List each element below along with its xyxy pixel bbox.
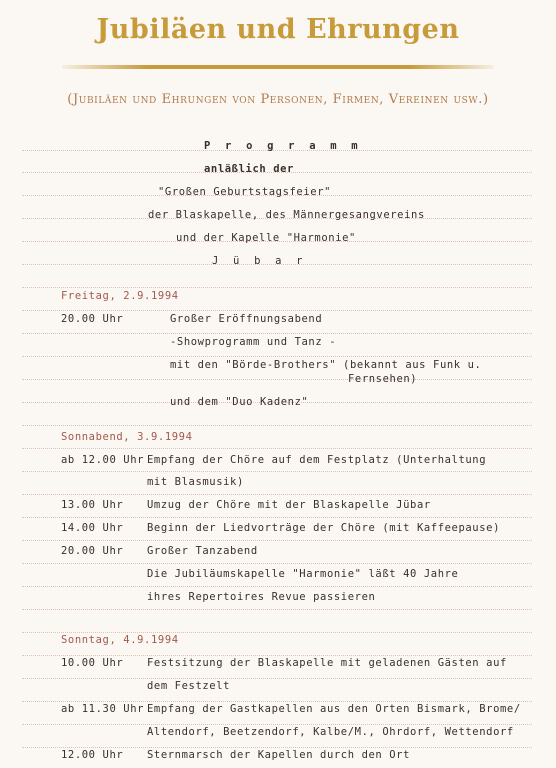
event-text: und dem "Duo Kadenz" <box>170 396 309 408</box>
event-text: Beginn der Liedvorträge der Chöre (mit Kaffeepause) <box>147 522 500 534</box>
event-text: Empfang der Gastkapellen aus den Orten Bismark, Brome/ <box>147 703 521 715</box>
day-date: Sonnabend, 3.9.1994 <box>61 431 193 443</box>
event-text: Altendorf, Beetzendorf, Kalbe/M., Ohrdorf, Wettendorf <box>147 726 514 738</box>
line-rule <box>22 379 532 380</box>
event-text: ihres Repertoires Revue passieren <box>147 591 376 603</box>
event-time: 12.00 Uhr <box>61 749 124 761</box>
intro-event-name: "Großen Geburtstagsfeier" <box>158 186 332 198</box>
line-rule <box>22 517 532 518</box>
event-text: mit Blasmusik) <box>147 476 244 488</box>
line-rule <box>22 632 532 633</box>
line-rule <box>22 724 532 725</box>
event-time: 14.00 Uhr <box>61 522 124 534</box>
title-underline <box>62 65 494 69</box>
event-time: ab 12.00 Uhr <box>61 454 145 466</box>
line-rule <box>22 333 532 334</box>
event-text: Fernsehen) <box>348 373 418 385</box>
event-text: Umzug der Chöre mit der Blaskapelle Jübar <box>147 499 431 511</box>
event-text: -Showprogramm und Tanz - <box>170 336 337 348</box>
intro-hosts: der Blaskapelle, des Männergesangvereins <box>148 209 425 221</box>
line-rule <box>22 678 532 679</box>
event-text: Empfang der Chöre auf dem Festplatz (Unterhaltung <box>147 454 487 466</box>
page-subtitle: (Jubiläen und Ehrungen von Personen, Firmen, Vereinen usw.) <box>67 92 489 107</box>
line-rule <box>22 701 532 702</box>
event-time: 20.00 Uhr <box>61 313 124 325</box>
line-rule <box>22 609 532 610</box>
intro-hosts-2: und der Kapelle "Harmonie" <box>176 232 356 244</box>
line-rule <box>22 448 532 449</box>
intro-occasion: anläßlich der <box>204 163 294 175</box>
event-text: Sternmarsch der Kapellen durch den Ort <box>147 749 411 761</box>
line-rule <box>22 747 532 748</box>
day-date: Sonntag, 4.9.1994 <box>61 634 179 646</box>
event-time: ab 11.30 Uhr <box>61 703 145 715</box>
page-title: Jubiläen und Ehrungen <box>96 14 460 45</box>
line-rule <box>22 287 532 288</box>
day-date: Freitag, 2.9.1994 <box>61 290 179 302</box>
line-rule <box>22 494 532 495</box>
event-time: 10.00 Uhr <box>61 657 124 669</box>
event-text: mit den "Börde-Brothers" (bekannt aus Funk u. <box>170 359 482 371</box>
line-rule <box>22 471 532 472</box>
event-text: Die Jubiläumskapelle "Harmonie" läßt 40 Jahre <box>147 568 459 580</box>
line-rule <box>22 655 532 656</box>
event-time: 13.00 Uhr <box>61 499 124 511</box>
line-rule <box>22 540 532 541</box>
event-text: Festsitzung der Blaskapelle mit geladenen Gästen auf <box>147 657 507 669</box>
line-rule <box>22 310 532 311</box>
event-text: dem Festzelt <box>147 680 231 692</box>
intro-place: J ü b a r <box>212 255 307 267</box>
event-text: Großer Eröffnungsabend <box>170 313 323 325</box>
event-time: 20.00 Uhr <box>61 545 124 557</box>
program-heading: P r o g r a m m <box>204 140 362 152</box>
line-rule <box>22 425 532 426</box>
line-rule <box>22 563 532 564</box>
event-text: Großer Tanzabend <box>147 545 258 557</box>
line-rule <box>22 356 532 357</box>
line-rule <box>22 586 532 587</box>
